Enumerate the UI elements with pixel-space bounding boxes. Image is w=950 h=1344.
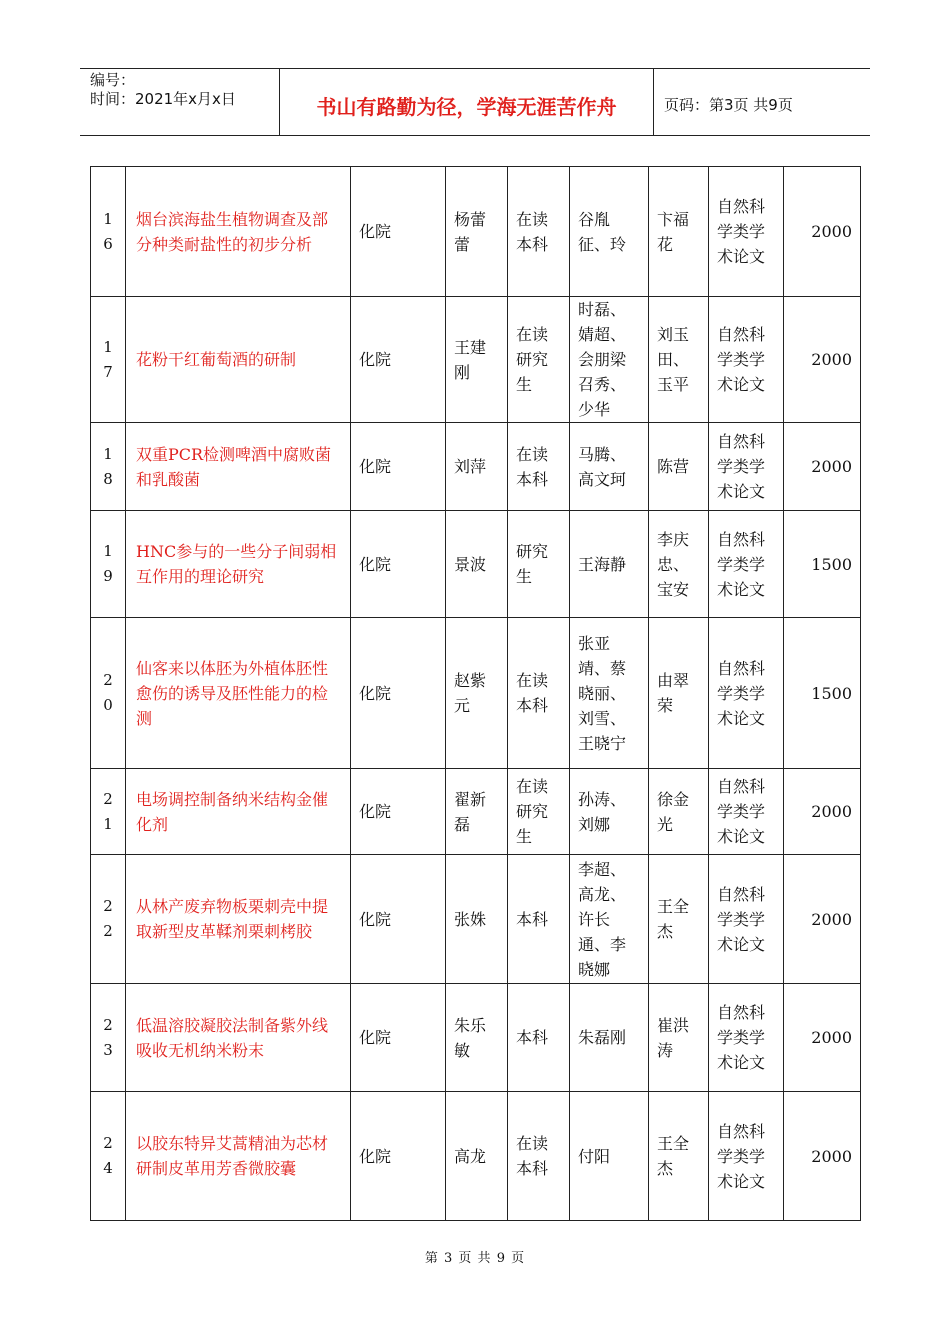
table-row bbox=[91, 769, 861, 855]
row-number-digit: 3 bbox=[103, 1040, 113, 1059]
department: 化院 bbox=[351, 855, 446, 984]
applicant-name: 赵紫元 bbox=[446, 618, 508, 769]
project-title: 电场调控制备纳米结构金催化剂 bbox=[126, 769, 351, 855]
department: 化院 bbox=[351, 1092, 446, 1221]
advisor: 王全杰 bbox=[649, 855, 709, 984]
category: 自然科学类学术论文 bbox=[709, 423, 784, 511]
student-type: 在读本科 bbox=[508, 423, 570, 511]
row-number-digit: 4 bbox=[103, 1159, 113, 1177]
projects-table-body bbox=[91, 167, 861, 1221]
row-number-digit: 1 bbox=[103, 814, 113, 833]
amount: 2000 bbox=[784, 297, 861, 423]
department: 化院 bbox=[351, 618, 446, 769]
advisor: 陈营 bbox=[649, 423, 709, 511]
header-motto: 书山有路勤为径，学海无涯苦作舟 bbox=[280, 69, 654, 135]
row-number-digit: 1 bbox=[103, 337, 113, 356]
row-number bbox=[91, 984, 126, 1092]
time-label: 时间：2021年x月x日 bbox=[90, 90, 236, 108]
table-row bbox=[91, 297, 861, 423]
department: 化院 bbox=[351, 423, 446, 511]
project-title: 双重PCR检测啤酒中腐败菌和乳酸菌 bbox=[126, 423, 351, 511]
amount: 1500 bbox=[784, 618, 861, 769]
advisor: 李庆忠、宝安 bbox=[649, 511, 709, 618]
team-members: 张亚靖、蔡晓丽、刘雪、王晓宁 bbox=[570, 618, 649, 769]
team-members: 李超、高龙、许长通、李晓娜 bbox=[570, 855, 649, 984]
project-title: 以胶东特异艾蒿精油为芯材研制皮革用芳香微胶囊 bbox=[126, 1092, 351, 1221]
page-header bbox=[80, 68, 870, 136]
row-number bbox=[91, 511, 126, 618]
advisor: 由翠荣 bbox=[649, 618, 709, 769]
student-type: 在读本科 bbox=[508, 167, 570, 297]
applicant-name: 刘萍 bbox=[446, 423, 508, 511]
table-row bbox=[91, 855, 861, 984]
team-members: 马腾、高文珂 bbox=[570, 423, 649, 511]
row-number-digit: 1 bbox=[103, 444, 113, 463]
category: 自然科学类学术论文 bbox=[709, 167, 784, 297]
applicant-name: 张姝 bbox=[446, 855, 508, 984]
projects-table bbox=[90, 166, 861, 1221]
row-number-digit: 2 bbox=[103, 1134, 113, 1152]
row-number bbox=[91, 769, 126, 855]
row-number-digit: 1 bbox=[103, 542, 113, 560]
page-footer: 第 3 页 共 9 页 bbox=[424, 1251, 526, 1266]
row-number bbox=[91, 297, 126, 423]
department: 化院 bbox=[351, 511, 446, 618]
row-number-digit: 9 bbox=[103, 567, 113, 585]
amount: 1500 bbox=[784, 511, 861, 618]
team-members: 孙涛、刘娜 bbox=[570, 769, 649, 855]
advisor: 卞福花 bbox=[649, 167, 709, 297]
student-type: 在读本科 bbox=[508, 618, 570, 769]
table-row bbox=[91, 618, 861, 769]
row-number bbox=[91, 423, 126, 511]
row-number-digit: 8 bbox=[103, 469, 113, 488]
department: 化院 bbox=[351, 769, 446, 855]
project-title: HNC参与的一些分子间弱相互作用的理论研究 bbox=[126, 511, 351, 618]
row-number-digit: 2 bbox=[103, 922, 113, 940]
applicant-name: 王建刚 bbox=[446, 297, 508, 423]
category: 自然科学类学术论文 bbox=[709, 984, 784, 1092]
category: 自然科学类学术论文 bbox=[709, 297, 784, 423]
table-row bbox=[91, 511, 861, 618]
table-row bbox=[91, 984, 861, 1092]
row-number bbox=[91, 855, 126, 984]
department: 化院 bbox=[351, 984, 446, 1092]
row-number-digit: 6 bbox=[103, 234, 113, 253]
row-number-digit: 2 bbox=[103, 789, 113, 808]
student-type: 在读研究生 bbox=[508, 769, 570, 855]
team-members: 时磊、婧超、会朋梁召秀、少华 bbox=[570, 297, 649, 423]
department: 化院 bbox=[351, 297, 446, 423]
row-number bbox=[91, 167, 126, 297]
amount: 2000 bbox=[784, 1092, 861, 1221]
applicant-name: 朱乐敏 bbox=[446, 984, 508, 1092]
serial-label: 编号： bbox=[90, 71, 136, 89]
table-row bbox=[91, 1092, 861, 1221]
row-number bbox=[91, 1092, 126, 1221]
amount: 2000 bbox=[784, 984, 861, 1092]
project-title: 低温溶胶凝胶法制备紫外线吸收无机纳米粉末 bbox=[126, 984, 351, 1092]
category: 自然科学类学术论文 bbox=[709, 855, 784, 984]
header-meta bbox=[80, 69, 280, 135]
department: 化院 bbox=[351, 167, 446, 297]
student-type: 本科 bbox=[508, 855, 570, 984]
advisor: 刘玉田、玉平 bbox=[649, 297, 709, 423]
category: 自然科学类学术论文 bbox=[709, 769, 784, 855]
team-members: 王海静 bbox=[570, 511, 649, 618]
amount: 2000 bbox=[784, 167, 861, 297]
advisor: 徐金光 bbox=[649, 769, 709, 855]
advisor: 崔洪涛 bbox=[649, 984, 709, 1092]
project-title: 烟台滨海盐生植物调查及部分种类耐盐性的初步分析 bbox=[126, 167, 351, 297]
team-members: 付阳 bbox=[570, 1092, 649, 1221]
row-number-digit: 2 bbox=[103, 1015, 113, 1034]
table-row bbox=[91, 167, 861, 297]
header-page-info: 页码：第3页 共9页 bbox=[664, 95, 793, 114]
row-number-digit: 2 bbox=[103, 897, 113, 915]
applicant-name: 杨蕾蕾 bbox=[446, 167, 508, 297]
student-type: 在读本科 bbox=[508, 1092, 570, 1221]
amount: 2000 bbox=[784, 423, 861, 511]
row-number-digit: 2 bbox=[103, 671, 113, 689]
advisor: 王全杰 bbox=[649, 1092, 709, 1221]
student-type: 研究生 bbox=[508, 511, 570, 618]
table-row bbox=[91, 423, 861, 511]
applicant-name: 景波 bbox=[446, 511, 508, 618]
row-number-digit: 7 bbox=[103, 362, 113, 381]
project-title: 仙客来以体胚为外植体胚性愈伤的诱导及胚性能力的检测 bbox=[126, 618, 351, 769]
amount: 2000 bbox=[784, 855, 861, 984]
category: 自然科学类学术论文 bbox=[709, 511, 784, 618]
team-members: 朱磊刚 bbox=[570, 984, 649, 1092]
student-type: 在读研究生 bbox=[508, 297, 570, 423]
applicant-name: 翟新磊 bbox=[446, 769, 508, 855]
amount: 2000 bbox=[784, 769, 861, 855]
row-number-digit: 1 bbox=[103, 209, 113, 228]
project-title: 从林产废弃物板栗刺壳中提取新型皮革鞣剂栗刺栲胶 bbox=[126, 855, 351, 984]
applicant-name: 高龙 bbox=[446, 1092, 508, 1221]
category: 自然科学类学术论文 bbox=[709, 1092, 784, 1221]
row-number bbox=[91, 618, 126, 769]
student-type: 本科 bbox=[508, 984, 570, 1092]
team-members: 谷胤征、玲 bbox=[570, 167, 649, 297]
row-number-digit: 0 bbox=[103, 696, 113, 714]
project-title: 花粉干红葡萄酒的研制 bbox=[126, 297, 351, 423]
category: 自然科学类学术论文 bbox=[709, 618, 784, 769]
